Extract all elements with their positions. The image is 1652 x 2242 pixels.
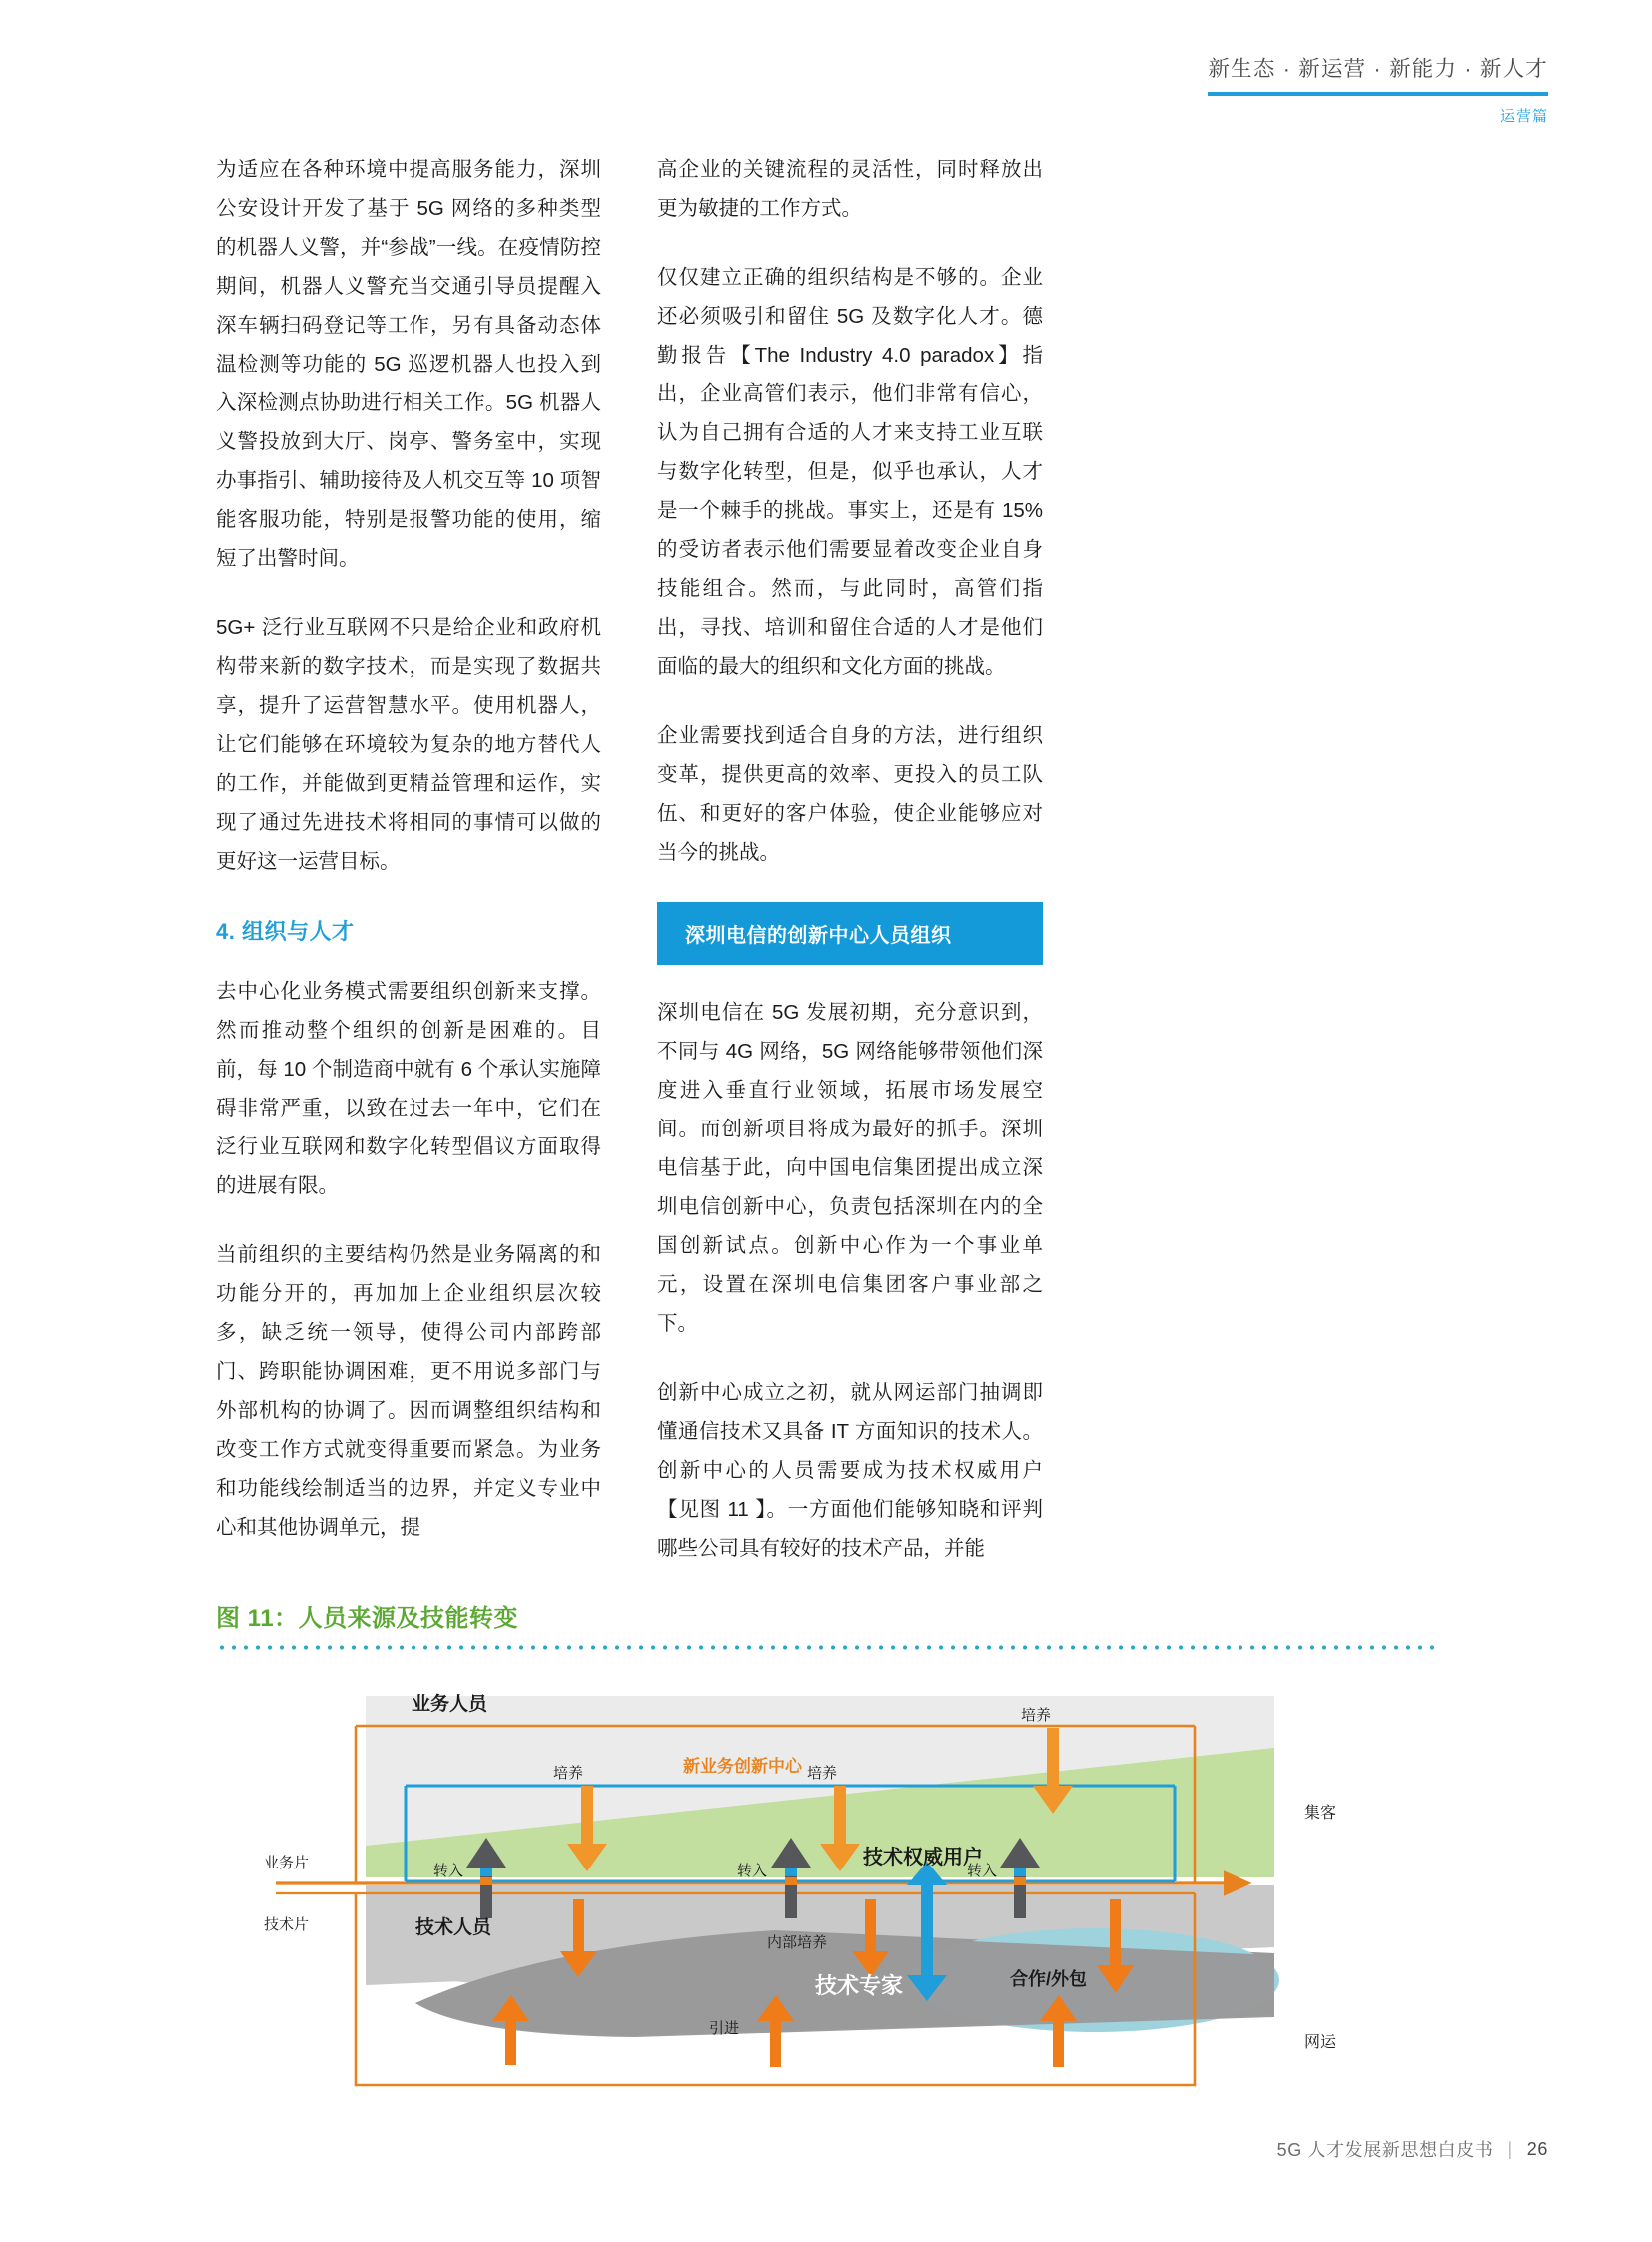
page-footer	[1277, 2136, 1548, 2162]
label-tech-expert: 技术专家	[815, 1973, 904, 1998]
label-partner-outsource: 合作/外包	[1010, 1969, 1088, 1989]
label-business-people: 业务人员	[412, 1694, 488, 1715]
paragraph: 高企业的关键流程的灵活性，同时释放出更为敏捷的工作方式。	[657, 158, 1043, 220]
footer-separator: |	[1507, 2138, 1513, 2159]
page-header	[1208, 52, 1548, 126]
paragraph: 企业需要找到适合自身的方法，进行组织变革，提供更高的效率、更投入的员工队伍、和更好的客户体验，使企业能够应对当今的挑战。	[657, 724, 1043, 864]
label-innovation-center: 新业务创新中心	[683, 1757, 802, 1776]
label-axis-left-bottom: 技术片	[264, 1916, 310, 1933]
diagram-svg	[216, 1686, 1436, 2165]
figure-divider	[216, 1645, 1436, 1650]
label-axis-right-top: 集客	[1304, 1805, 1337, 1822]
header-rule	[1208, 92, 1548, 96]
paragraph: 当前组织的主要结构仍然是业务隔离的和功能分开的，再加加上企业组织层次较多，缺乏统一领导，使得公司内部跨部门、跨职能协调困难，更不用说多部门与外部机构的协调了。因而调整组织结构和改变工作方式就变得重要而紧急。为业务和功能线绘制适当的边界，并定义专业中心和其他协调单元，提	[216, 1243, 601, 1539]
footer-page-number: 26	[1526, 2138, 1548, 2159]
label-axis-left-top: 业务片	[264, 1855, 310, 1871]
figure-diagram	[216, 1686, 1436, 2165]
label-introduce: 引进	[709, 2020, 740, 2037]
left-column	[216, 150, 601, 1577]
header-subtitle: 运营篇	[1499, 108, 1548, 125]
right-column	[657, 150, 1043, 1598]
label-authority-user: 技术权威用户	[863, 1847, 983, 1868]
callout-banner: 深圳电信的创新中心人员组织	[657, 902, 1043, 965]
paragraph: 深圳电信在 5G 发展初期，充分意识到，不同与 4G 网络，5G 网络能够带领他们深度进入垂直行业领域，拓展市场发展空间。而创新项目将成为最好的抓手。深圳电信基于此，向中国电信集团提出成立深圳电信创新中心，负责包括深圳在内的全国创新试点。创新中心作为一个事业单元，设置在深圳电信集团客户事业部之下。	[657, 1001, 1043, 1335]
label-transfer-2: 转入	[737, 1863, 768, 1879]
paragraph: 去中心化业务模式需要组织创新来支撑。然而推动整个组织的创新是困难的。目前，每 10 个制造商中就有 6 个承认实施障碍非常严重，以致在过去一年中，它们在泛行业互联网和数字化转型倡议方面取得的进展有限。	[216, 980, 601, 1197]
paragraph: 为适应在各种环境中提高服务能力，深圳公安设计开发了基于 5G 网络的多种类型的机器人义警，并“参战”一线。在疫情防控期间，机器人义警充当交通引导员提醒入深车辆扫码登记等工作，另有具备动态体温检测等功能的 5G 巡逻机器人也投入到入深检测点协助进行相关工作。5G 机器人义警投放到大厅、岗亭、警务室中，实现办事指引、辅助接待及人机交互等 10 项智能客服功能，特别是报警功能的使用，缩短了出警时间。	[216, 158, 601, 570]
label-cultivate-1: 培养	[553, 1765, 584, 1782]
figure-11	[216, 1598, 1436, 2165]
label-tech-people: 技术人员	[415, 1917, 492, 1938]
section-heading: 4. 组织与人才	[216, 919, 355, 944]
header-title: 新生态 · 新运营 · 新能力 · 新人才	[1208, 57, 1548, 81]
label-cultivate-2: 培养	[807, 1765, 838, 1782]
label-transfer-3: 转入	[967, 1863, 998, 1879]
footer-document-title: 5G 人才发展新思想白皮书	[1276, 2140, 1494, 2160]
label-axis-right-bottom: 网运	[1304, 2034, 1337, 2051]
figure-title: 图 11：人员来源及技能转变	[216, 1605, 519, 1632]
paragraph: 仅仅建立正确的组织结构是不够的。企业还必须吸引和留住 5G 及数字化人才。德勤报告【The Industry 4.0 paradox】指出，企业高管们表示，他们非常有信心，认为自己拥有合适的人才来支持工业互联与数字化转型，但是，似乎也承认，人才是一个棘手的挑战。事实上，还是有 15% 的受访者表示他们需要显着改变企业自身技能组合。然而，与此同时，高管们指出，寻找、培训和留住合适的人才是他们面临的最大的组织和文化方面的挑战。	[657, 266, 1043, 678]
paragraph: 创新中心成立之初，就从网运部门抽调即懂通信技术又具备 IT 方面知识的技术人。创新中心的人员需要成为技术权威用户【见图 11 】。一方面他们能够知晓和评判哪些公司具有较好的技术产品，并能	[657, 1381, 1043, 1560]
label-transfer-1: 转入	[433, 1863, 464, 1879]
paragraph: 5G+ 泛行业互联网不只是给企业和政府机构带来新的数字技术，而是实现了数据共享，提升了运营智慧水平。使用机器人，让它们能够在环境较为复杂的地方替代人的工作，并能做到更精益管理和运作，实现了通过先进技术将相同的事情可以做的更好这一运营目标。	[216, 616, 601, 873]
label-internal-training: 内部培养	[767, 1934, 828, 1951]
label-cultivate-3: 培养	[1021, 1707, 1052, 1724]
